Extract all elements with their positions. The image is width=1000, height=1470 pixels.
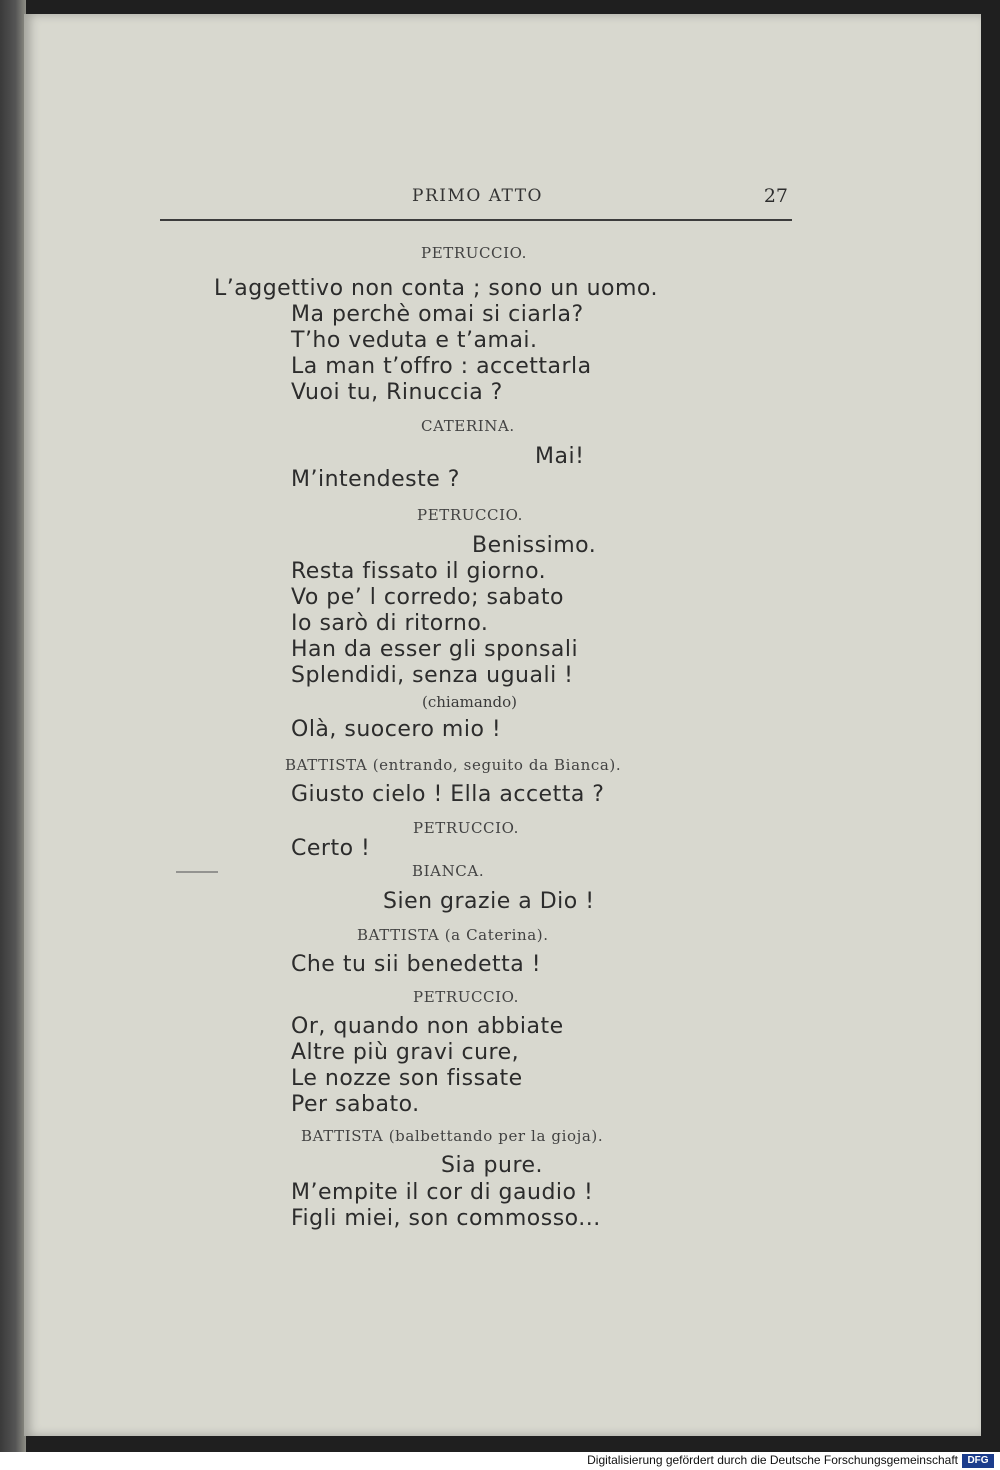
running-head bbox=[0, 186, 1000, 210]
footer-credit: Digitalisierung gefördert durch die Deutsche Forschungsgemeinschaft bbox=[587, 1453, 958, 1467]
verse-line: Han da esser gli sponsali bbox=[291, 637, 579, 662]
verse-line: Sia pure. bbox=[441, 1153, 544, 1178]
page-number: 27 bbox=[763, 185, 788, 207]
verse-line: Altre più gravi cure, bbox=[291, 1040, 520, 1065]
verse-line: Le nozze son fissate bbox=[291, 1066, 523, 1091]
verse-line: M’intendeste ? bbox=[291, 467, 460, 492]
running-title: PRIMO ATTO bbox=[412, 186, 543, 206]
book-spine bbox=[0, 0, 26, 1452]
speaker-label: PETRUCCIO. bbox=[417, 506, 524, 524]
verse-line: T’ho veduta e t’amai. bbox=[291, 328, 538, 353]
stage-direction: (chiamando) bbox=[422, 693, 517, 711]
speaker-label: BIANCA. bbox=[412, 862, 485, 880]
verse-line: Benissimo. bbox=[472, 533, 597, 558]
verse-line: M’empite il cor di gaudio ! bbox=[291, 1180, 594, 1205]
speaker-label: BATTISTA (a Caterina). bbox=[357, 926, 549, 944]
verse-line: Giusto cielo ! Ella accetta ? bbox=[291, 782, 605, 807]
verse-line: Figli miei, son commosso... bbox=[291, 1206, 601, 1231]
verse-line: Mai! bbox=[535, 444, 585, 469]
verse-line: Ma perchè omai si ciarla? bbox=[291, 302, 584, 327]
digitization-footer bbox=[0, 1452, 1000, 1470]
speaker-label: PETRUCCIO. bbox=[421, 244, 528, 262]
verse-line: Certo ! bbox=[291, 836, 371, 861]
verse-line: Per sabato. bbox=[291, 1092, 420, 1117]
verse-line: Vuoi tu, Rinuccia ? bbox=[291, 380, 503, 405]
speaker-label: BATTISTA (balbettando per la gioja). bbox=[301, 1127, 604, 1145]
verse-line: Resta fissato il giorno. bbox=[291, 559, 547, 584]
verse-line: Olà, suocero mio ! bbox=[291, 717, 502, 742]
verse-line: Or, quando non abbiate bbox=[291, 1014, 564, 1039]
verse-line: Vo pe’ l corredo; sabato bbox=[291, 585, 565, 610]
verse-line: L’aggettivo non conta ; sono un uomo. bbox=[214, 276, 658, 301]
header-rule bbox=[160, 219, 792, 221]
verse-line: Splendidi, senza uguali ! bbox=[291, 663, 574, 688]
verse-line: Che tu sii benedetta ! bbox=[291, 952, 542, 977]
speaker-label: PETRUCCIO. bbox=[413, 988, 520, 1006]
dfg-logo-icon: DFG bbox=[962, 1454, 994, 1468]
speaker-label: PETRUCCIO. bbox=[413, 819, 520, 837]
margin-mark bbox=[176, 871, 218, 873]
speaker-label: BATTISTA (entrando, seguito da Bianca). bbox=[285, 756, 622, 774]
verse-line: Io sarò di ritorno. bbox=[291, 611, 489, 636]
verse-line: Sien grazie a Dio ! bbox=[383, 889, 595, 914]
speaker-label: CATERINA. bbox=[421, 417, 515, 435]
verse-line: La man t’offro : accettarla bbox=[291, 354, 592, 379]
